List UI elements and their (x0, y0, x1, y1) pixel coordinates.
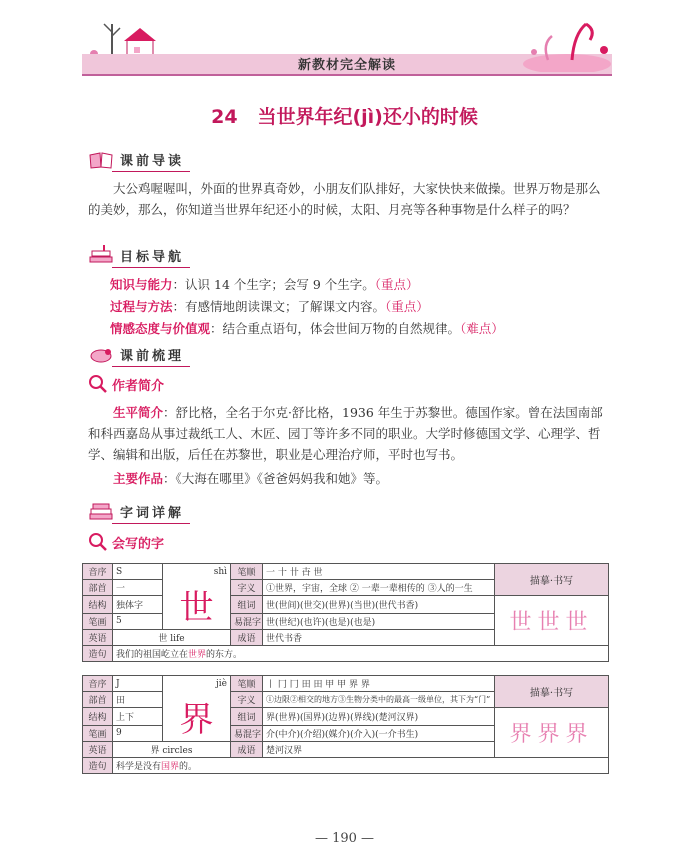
meaning-label: 字义 (231, 692, 263, 708)
english-value: 世 life (113, 629, 231, 645)
section-preview-label: 课前导读 (120, 153, 185, 169)
idiom-label: 成语 (231, 629, 263, 645)
confusable-label: 易混字 (231, 613, 263, 629)
structure-value: 上下 (113, 708, 163, 726)
goal-text: ：有感情地朗读课文；了解课文内容。 (172, 299, 386, 314)
big-character: 界 (163, 692, 231, 742)
header-rule (82, 74, 612, 76)
trace-label: 描摹·书写 (495, 564, 609, 596)
books-icon (88, 501, 114, 521)
idiom-value: 世代书香 (263, 629, 495, 645)
subsection-author-label: 作者简介 (112, 378, 165, 394)
stroke-order-label: 笔顺 (231, 676, 263, 692)
section-review-label: 课前梳理 (120, 348, 185, 364)
section-goals (88, 244, 184, 266)
order-label: 音序 (83, 564, 113, 580)
sentence-pre: 科学是没有 (116, 761, 162, 772)
words-value: 世(世间)(世交)(世界)(当世)(世代书香) (263, 596, 495, 614)
goal-tag: （难点） (460, 321, 504, 336)
flower-decoration-icon (512, 14, 612, 72)
goal-text: ：认识 14 个生字；会写 9 个生字。 (172, 277, 375, 292)
order-value: S (113, 564, 163, 580)
sentence-highlight: 国界 (161, 761, 180, 772)
goal-key: 知识与能力 (110, 277, 173, 292)
section-preview (88, 148, 184, 170)
works-text: ：《大海在哪里》《爸爸妈妈我和她》等。 (163, 471, 389, 486)
pinyin: shì (163, 564, 231, 580)
magnifier-icon (88, 532, 108, 552)
running-title: 新教材完全解读 (298, 58, 397, 73)
goal-tag: （重点） (374, 277, 419, 292)
english-label: 英语 (83, 629, 113, 645)
sentence-pre: 我们的祖国屹立在 (116, 649, 189, 660)
confusable-label: 易混字 (231, 725, 263, 741)
section-words (88, 500, 184, 522)
magnifier-icon (88, 374, 108, 394)
subsection-author (88, 374, 164, 394)
character-card (82, 563, 609, 662)
strokes-value: 5 (113, 613, 163, 629)
chapter-number: 24 (211, 106, 238, 128)
bio-text: ：舒比格，全名于尔克·舒比格，1936 年生于苏黎世。德国作家。曾在法国南部和科西嘉岛从事过裁纸工人、木匠、园丁等许多不同的职业。大学时修德国文学、心理学、哲学、编辑和出版，后任在苏黎世，职业是心理治疗师，平时也写书。 (88, 405, 603, 462)
works-key: 主要作品 (113, 471, 164, 486)
goal-item (110, 319, 504, 339)
open-book-icon (88, 149, 114, 169)
page-number: — 190 — (314, 831, 375, 846)
words-value: 界(世界)(国界)(边界)(界线)(楚河汉界) (263, 708, 495, 726)
radical-value: 田 (113, 692, 163, 708)
sentence-highlight: 世界 (188, 649, 207, 660)
order-value: J (113, 676, 163, 692)
sentence-post: 的东方。 (206, 649, 243, 660)
pinyin: jiè (163, 676, 231, 692)
radical-label: 部首 (83, 580, 113, 596)
goal-item (110, 297, 429, 317)
preview-paragraph: 大公鸡喔喔叫，外面的世界真奇妙，小朋友们队排好，大家快快来做操。世界万物是那么的美妙，那么，你知道当世界年纪还小的时候，太阳、月亮等各种事物是什么样子的吗？ (88, 181, 601, 217)
section-review (88, 343, 184, 365)
bird-icon (88, 344, 114, 364)
section-underline (112, 267, 190, 268)
structure-value: 独体字 (113, 596, 163, 614)
confusable-value: 世(世纪)(也许)(也是)(也是) (263, 613, 495, 629)
section-underline (112, 366, 190, 367)
stroke-order-label: 笔顺 (231, 564, 263, 580)
sentence-post: 的。 (179, 761, 198, 772)
idiom-label: 成语 (231, 741, 263, 757)
words-label: 组词 (231, 596, 263, 614)
structure-label: 结构 (83, 708, 113, 726)
english-value: 界 circles (113, 741, 231, 757)
chapter-title-text: 当世界年纪(jì)还小的时候 (257, 106, 478, 128)
sentence-value (113, 645, 609, 661)
bio-key: 生平简介 (113, 405, 164, 420)
author-bio (88, 402, 608, 465)
chapter-title (0, 102, 689, 129)
stroke-order-value: 一 十 卄 卋 世 (263, 564, 495, 580)
page-header (82, 14, 612, 72)
section-underline (112, 523, 190, 524)
character-card (82, 675, 609, 774)
author-works (88, 468, 608, 489)
goal-text: ：结合重点语句，体会世间万物的自然规律。 (210, 321, 461, 336)
sentence-label: 造句 (83, 645, 113, 661)
goal-item (110, 275, 419, 295)
stroke-order-value: 丨 冂 冂 田 田 甲 甲 界 界 (263, 676, 495, 692)
strokes-value: 9 (113, 725, 163, 741)
structure-label: 结构 (83, 596, 113, 614)
trace-characters: 世世世 (495, 596, 609, 646)
goal-tag: （重点） (385, 299, 429, 314)
goal-key: 过程与方法 (110, 299, 173, 314)
sentence-label: 造句 (83, 757, 113, 773)
section-words-label: 字词详解 (120, 505, 185, 521)
sentence-value (113, 757, 609, 773)
section-goals-label: 目标导航 (120, 249, 185, 265)
strokes-label: 笔画 (83, 613, 113, 629)
meaning-value: ①世界，宇宙，全球 ② 一辈一辈相传的 ③人的一生 (263, 580, 495, 596)
subsection-write (88, 532, 164, 552)
book-stack-icon (88, 245, 114, 265)
subsection-write-label: 会写的字 (112, 536, 165, 552)
order-label: 音序 (83, 676, 113, 692)
strokes-label: 笔画 (83, 725, 113, 741)
big-character: 世 (163, 580, 231, 630)
english-label: 英语 (83, 741, 113, 757)
radical-value: 一 (113, 580, 163, 596)
trace-characters: 界界界 (495, 708, 609, 758)
idiom-value: 楚河汉界 (263, 741, 495, 757)
words-label: 组词 (231, 708, 263, 726)
meaning-value: ①边限②相交的地方③生物分类中的最高一级单位，其下为“门” (263, 692, 495, 708)
meaning-label: 字义 (231, 580, 263, 596)
radical-label: 部首 (83, 692, 113, 708)
confusable-value: 介(中介)(介绍)(媒介)(介入)(一介书生) (263, 725, 495, 741)
goal-key: 情感态度与价值观 (110, 321, 211, 336)
section-underline (112, 171, 190, 172)
trace-label: 描摹·书写 (495, 676, 609, 708)
